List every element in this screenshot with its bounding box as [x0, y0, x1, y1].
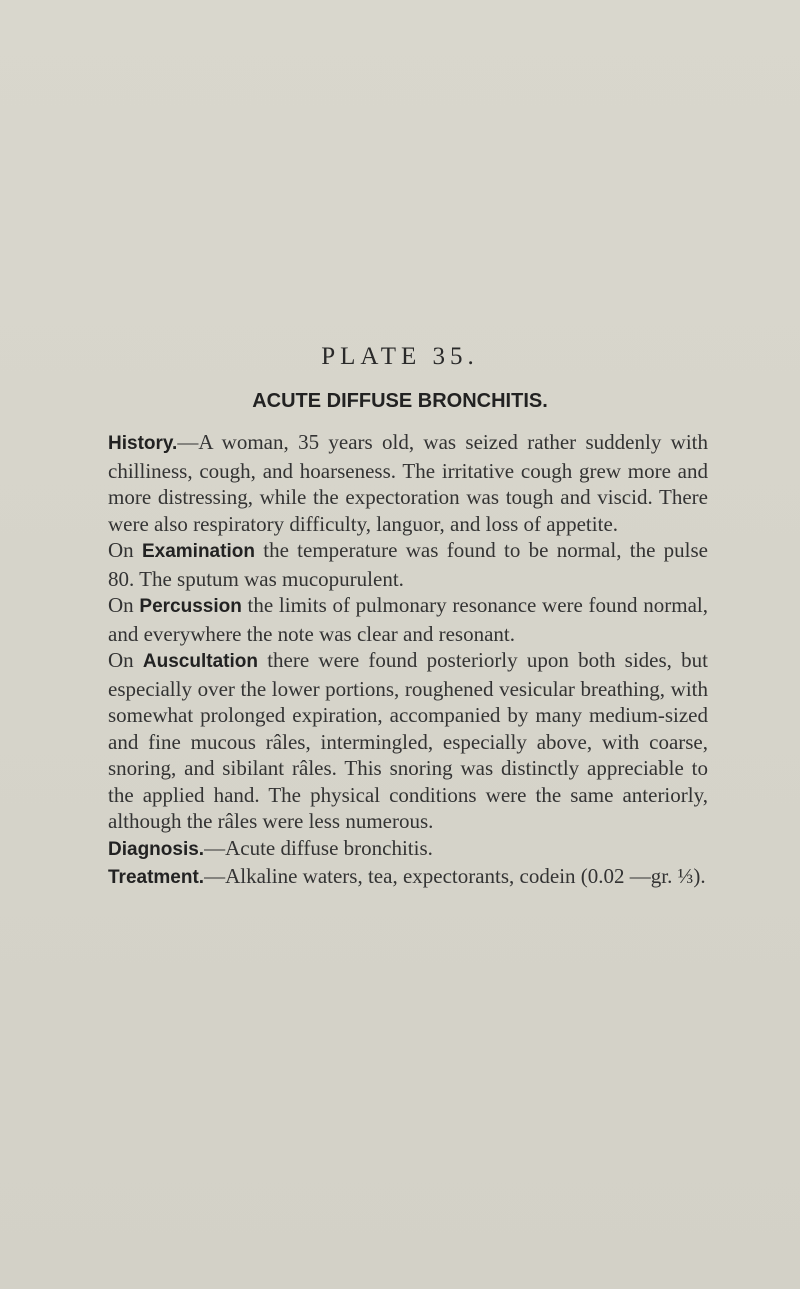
- treatment-text: —Alkaline waters, tea, expectorants, codein (0.02 —gr. ⅓).: [204, 864, 706, 888]
- auscultation-prefix: On: [108, 648, 143, 672]
- heading-treatment: Treatment.: [108, 867, 205, 888]
- percussion-prefix: On: [108, 593, 140, 617]
- history-text: —A woman, 35 years old, was seized rather suddenly with chilliness, cough, and hoarseness. The irritative cough grew more and more distressing, while the expectoration was tough and viscid. There were also respiratory difficulty, languor, and loss of appetite.: [108, 430, 708, 536]
- paragraph-diagnosis: [108, 835, 708, 864]
- examination-prefix: On: [108, 538, 142, 562]
- case-text: [108, 429, 708, 892]
- auscultation-text: there were found posteriorly upon both sides, but especially over the lower portions, roughened vesicular breathing, with somewhat prolonged expiration, accompanied by many medium-sized and fine mucous râles, intermingled, especially above, with coarse, snoring, and sibilant râles. This snoring was distinctly appreciable to the applied hand. The physical conditions were the same anteriorly, although the râles were less numerous.: [108, 648, 708, 833]
- heading-examination: Examination: [141, 541, 255, 562]
- paragraph-history: [108, 429, 708, 537]
- plate-number: PLATE 35.: [321, 343, 479, 370]
- paragraph-percussion: [108, 592, 708, 647]
- examination-text: the temperature was found to be normal, the pulse 80. The sputum was mucopurulent.: [108, 538, 709, 591]
- heading-percussion: Percussion: [139, 596, 242, 617]
- paragraph-examination: [108, 537, 708, 592]
- percussion-text: the limits of pulmonary resonance were found normal, and everywhere the note was clear and resonant.: [108, 593, 709, 646]
- heading-diagnosis: Diagnosis.: [108, 838, 205, 860]
- paragraph-treatment: [108, 863, 708, 892]
- diagnosis-text: —Acute diffuse bronchitis.: [204, 835, 433, 860]
- heading-auscultation: Auscultation: [142, 651, 258, 672]
- paragraph-auscultation: [108, 647, 708, 835]
- chapter-title: ACUTE DIFFUSE BRONCHITIS.: [252, 390, 548, 412]
- heading-history: History.: [108, 433, 178, 454]
